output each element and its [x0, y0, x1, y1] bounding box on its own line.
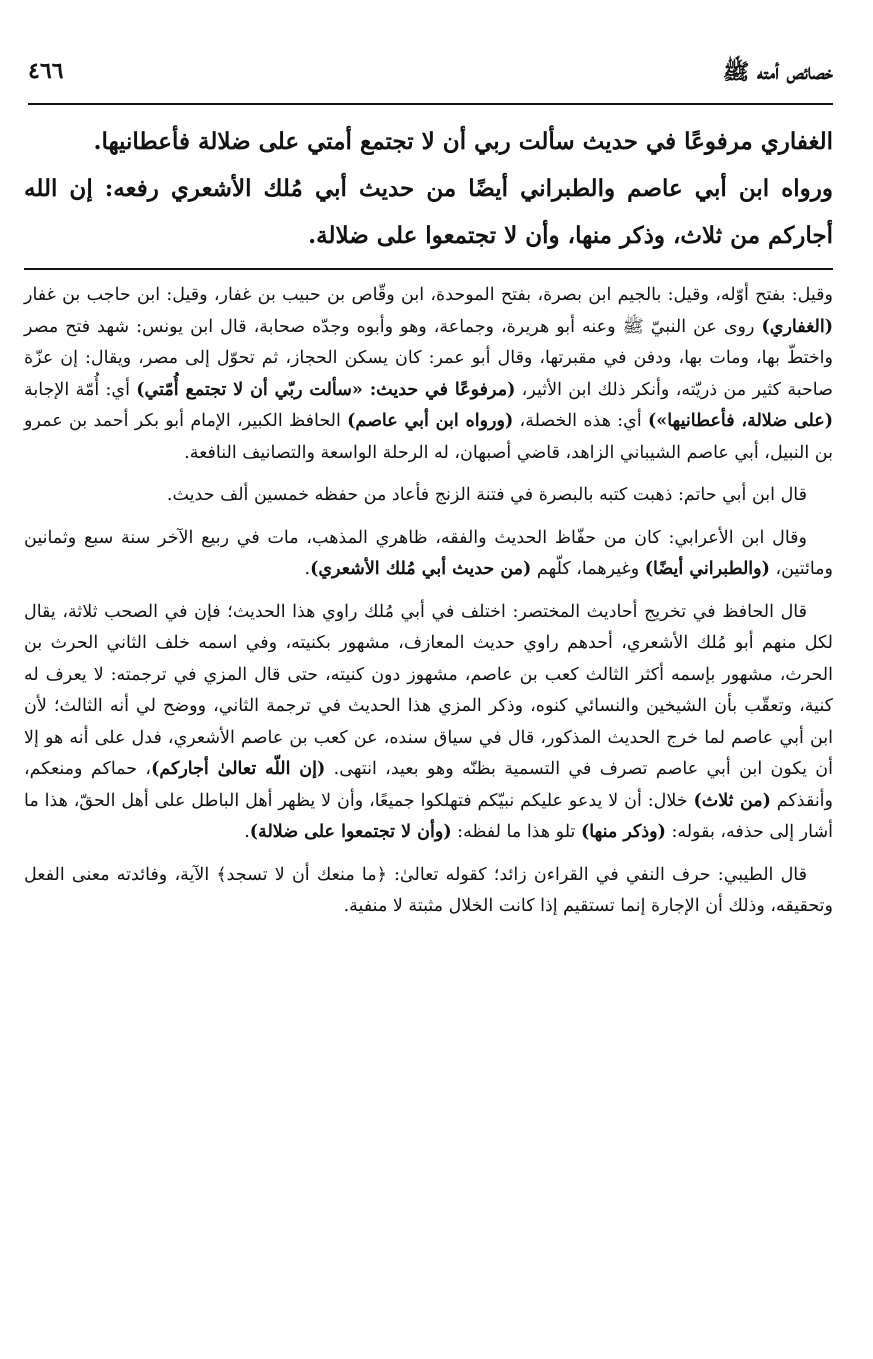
running-head — [28, 58, 833, 96]
main-text-divider — [24, 268, 833, 270]
commentary-paragraph — [24, 597, 833, 849]
commentary-text: أي: أُمّة الإجابة — [24, 379, 137, 400]
commentary-text: خلال: أن لا يدعو عليكم نبيّكم فتهلكوا جميعًا، وأن لا يظهر أهل الباطل على أهل الحقّ، هذا ما أشار إلى حذفه، بقوله: — [24, 790, 833, 842]
quoted-matn: (والطبراني أيضًا) — [644, 559, 770, 579]
commentary-text: قال الحافظ في تخريج أحاديث المختصر: اختلف في أبي مُلك راوي هذا الحديث؛ فإن في الصحب ثلاثة، يقال لكل منهم أبو مُلك الأشعري، أحدهم راوي حديث المعازف، مشهور بكنيته، وفي اسمه خلف الثاني الحرث بن الحرث، مشهور بإسمه أكثر الثالث كعب بن عاصم، مشهوز دون كنيته، حتى قال المزي في ترجمته: لا يعرف له كنية، وتعقّب بأن الشيخين والنسائي كنوه، وذكر المزي هذا الحديث في ترجمة الثاني، ووضح لي أنه الثالث؛ لأن ابن أبي عاصم لما خرج الحديث المذكور، قال في سياق سنده، عن كعب بن عاصم الأشعري، فدل على أنه هو إلا أن يكون ابن أبي عاصم تصرف في التسمية بظنّه وهو بعيد، انتهى. — [24, 601, 833, 779]
quoted-matn: (إن اللّه تعالىٰ أجاركم) — [151, 759, 326, 779]
quoted-matn: (من حديث أبي مُلك الأشعري) — [310, 559, 532, 579]
quoted-matn: (ورواه ابن أبي عاصم) — [347, 411, 514, 431]
commentary-text: قال ابن أبي حاتم: ذهبت كتبه بالبصرة في فتنة الزنج فأعاد من حفظه خمسين ألف حديث. — [166, 485, 807, 505]
commentary-text: أي: هذه الخصلة، — [513, 411, 648, 431]
page-number: ٤٦٦ — [28, 58, 64, 84]
commentary-text: وغيرهما، كلّهم — [531, 559, 645, 579]
commentary-text: روى عن النبيّ ﷺ وعنه أبو هريرة، وجماعة، وهو وأبوه وجدّه صحابة، قال ابن يونس: شهد فتح مصر واختطّ بها، ومات بها، ودفن في مقبرتها، وقال أبو عمر: كان يسكن الحجاز، ثم تحوّل إلى مصر، ويقال: إن عزّة صاحبة كثير من ذريّته، وأنكر ذلك ابن الأثير، — [24, 316, 833, 400]
main-text — [24, 118, 833, 259]
commentary-text: وقيل: بفتح أوّله، وقيل: بالجيم ابن بصرة، بفتح الموحدة، ابن وقّاص بن حبيب بن غفار، وقيل: ابن حاجب بن غفار — [24, 285, 833, 305]
quoted-matn: (وذكر منها) — [580, 822, 666, 842]
quoted-matn: (الغفاري) — [761, 316, 833, 337]
commentary-text: قال الطيبي: حرف النفي في القراءن زائد؛ كقوله تعالىٰ: ﴿ما منعك أن لا تسجد﴾ الآية، وفائدته معنى الفعل وتحقيقه، وذلك أن الإجارة إنما تستقيم إذا كانت الخلال مثبتة لا منفية. — [24, 864, 833, 916]
commentary-text: . — [304, 559, 311, 579]
main-text-paragraph: ورواه ابن أبي عاصم والطبراني أيضًا من حديث أبي مُلك الأشعري رفعه: إن الله أجاركم من ثلاث، وذكر منها، وأن لا تجتمعوا على ضلالة. — [24, 175, 833, 249]
commentary-text: وقال ابن الأعرابي: كان من حفّاظ الحديث والفقه، ظاهري المذهب، مات في ربيع الآخر سنة سبع وثمانين ومائتين، — [24, 527, 833, 579]
commentary-paragraph — [24, 860, 833, 923]
commentary-text: . — [244, 822, 250, 842]
commentary-paragraph — [24, 523, 833, 586]
quoted-matn: (على ضلالة، فأعطانيها») — [648, 411, 834, 431]
commentary-text: ، حماكم ومنعكم، وأنقذكم — [24, 759, 833, 811]
quoted-matn: (وأن لا تجتمعوا على ضلالة) — [249, 822, 452, 842]
commentary — [24, 280, 833, 934]
running-title: خصائص أمته ﷺ — [722, 59, 833, 85]
quoted-matn: (مرفوعًا في حديث: «سألت ربّي أن لا تجتمع أُمّتي) — [136, 379, 516, 400]
commentary-paragraph — [24, 480, 833, 512]
commentary-paragraph — [24, 280, 833, 469]
commentary-text: تلو هذا ما لفظه: — [451, 822, 581, 842]
quoted-matn: (من ثلاث) — [693, 790, 771, 811]
header-divider — [28, 103, 833, 105]
main-text-paragraph: الغفاري مرفوعًا في حديث سألت ربي أن لا تجتمع أمتي على ضلالة فأعطانيها. — [93, 128, 833, 155]
commentary-text: الحافظ الكبير، الإمام أبو بكر أحمد بن عمرو بن النبيل، أبي عاصم الشيباني الزاهد، قاضي أصبهان، له الرحلة الواسعة والتصانيف النافعة. — [24, 411, 833, 463]
